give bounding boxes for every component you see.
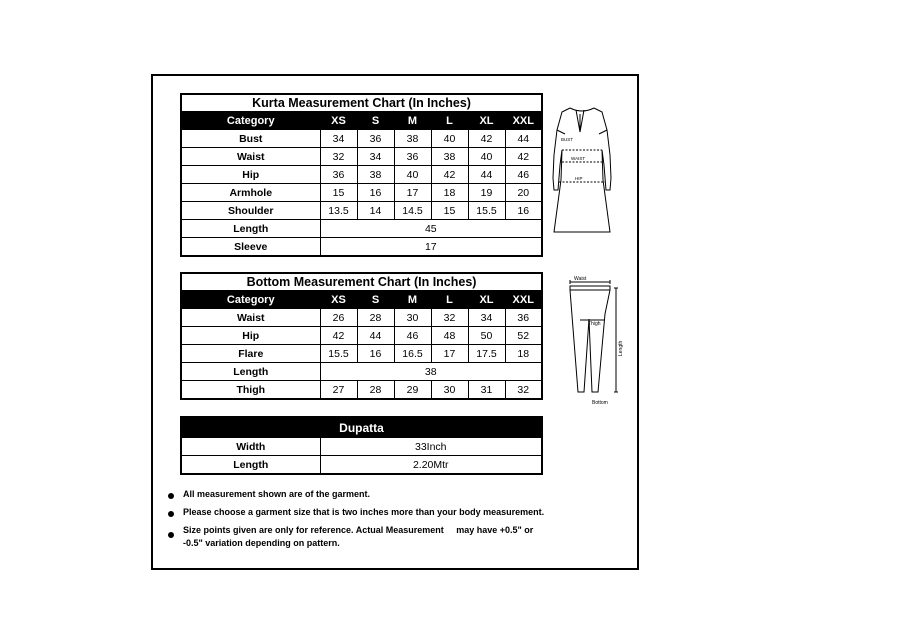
- bottom-table-title: Bottom Measurement Chart (In Inches): [181, 273, 542, 291]
- value-cell: 32: [431, 309, 468, 327]
- category-cell: Armhole: [181, 184, 320, 202]
- list-item: [168, 524, 548, 550]
- bottom-bottom-label: Bottom: [592, 400, 608, 406]
- note-text: Size points given are only for reference. Actual Measurement may have +0.5" or -0.5" variation depending on pattern.: [183, 525, 536, 548]
- bullet-icon: [168, 532, 174, 538]
- category-cell: Thigh: [181, 381, 320, 400]
- value-cell: 14.5: [394, 202, 431, 220]
- value-cell: 42: [505, 148, 542, 166]
- table-row: [181, 345, 542, 363]
- table-row: [181, 309, 542, 327]
- list-item: [168, 488, 548, 501]
- value-cell: 30: [431, 381, 468, 400]
- value-cell: 34: [468, 309, 505, 327]
- table-row: [181, 363, 542, 381]
- merged-value-cell: 45: [320, 220, 542, 238]
- value-cell: 17: [431, 345, 468, 363]
- header-cell: S: [357, 291, 394, 309]
- header-cell: L: [431, 112, 468, 130]
- header-cell: XXL: [505, 112, 542, 130]
- value-cell: 44: [505, 130, 542, 148]
- value-cell: 2.20Mtr: [320, 456, 542, 475]
- value-cell: 20: [505, 184, 542, 202]
- value-cell: 17.5: [468, 345, 505, 363]
- kurta-measurement-table: [180, 93, 543, 257]
- value-cell: 38: [357, 166, 394, 184]
- value-cell: 28: [357, 309, 394, 327]
- category-cell: Waist: [181, 309, 320, 327]
- kurta-header-row: [181, 112, 542, 130]
- header-cell: XS: [320, 112, 357, 130]
- table-row: [181, 202, 542, 220]
- kurta-table-title: Kurta Measurement Chart (In Inches): [181, 94, 542, 112]
- category-cell: Sleeve: [181, 238, 320, 257]
- bullet-icon: [168, 493, 174, 499]
- value-cell: 36: [505, 309, 542, 327]
- value-cell: 16: [357, 345, 394, 363]
- value-cell: 14: [357, 202, 394, 220]
- category-cell: Width: [181, 438, 320, 456]
- list-item: [168, 506, 548, 519]
- category-cell: Length: [181, 456, 320, 475]
- dupatta-header-row: [181, 417, 542, 438]
- bottom-length-label: Length: [618, 340, 624, 356]
- value-cell: 52: [505, 327, 542, 345]
- value-cell: 27: [320, 381, 357, 400]
- value-cell: 42: [431, 166, 468, 184]
- dupatta-table-title: Dupatta: [181, 417, 542, 438]
- header-cell: S: [357, 112, 394, 130]
- value-cell: 13.5: [320, 202, 357, 220]
- value-cell: 44: [357, 327, 394, 345]
- dupatta-measurement-table: [180, 416, 543, 475]
- kurta-illustration: [545, 100, 617, 240]
- value-cell: 36: [320, 166, 357, 184]
- merged-value-cell: 17: [320, 238, 542, 257]
- table-row: [181, 166, 542, 184]
- value-cell: 26: [320, 309, 357, 327]
- value-cell: 19: [468, 184, 505, 202]
- value-cell: 18: [505, 345, 542, 363]
- note-text: All measurement shown are of the garment.: [183, 489, 371, 499]
- value-cell: 32: [320, 148, 357, 166]
- header-cell: Category: [181, 112, 320, 130]
- value-cell: 42: [468, 130, 505, 148]
- bottom-illustration: [556, 274, 626, 409]
- value-cell: 17: [394, 184, 431, 202]
- value-cell: 36: [357, 130, 394, 148]
- value-cell: 15.5: [468, 202, 505, 220]
- value-cell: 34: [357, 148, 394, 166]
- value-cell: 16: [357, 184, 394, 202]
- header-cell: XL: [468, 291, 505, 309]
- header-cell: M: [394, 291, 431, 309]
- table-row: [181, 438, 542, 456]
- table-row: [181, 148, 542, 166]
- merged-value-cell: 38: [320, 363, 542, 381]
- table-row: [181, 184, 542, 202]
- table-row: [181, 456, 542, 475]
- notes-list: [168, 488, 548, 555]
- value-cell: 44: [468, 166, 505, 184]
- value-cell: 40: [431, 130, 468, 148]
- bottom-thigh-label: Thigh: [588, 321, 601, 327]
- bottom-header-row: [181, 291, 542, 309]
- value-cell: 15: [431, 202, 468, 220]
- value-cell: 50: [468, 327, 505, 345]
- value-cell: 16.5: [394, 345, 431, 363]
- table-row: [181, 381, 542, 400]
- value-cell: 16: [505, 202, 542, 220]
- value-cell: 29: [394, 381, 431, 400]
- category-cell: Length: [181, 220, 320, 238]
- bottom-waist-label: Waist: [574, 276, 587, 282]
- table-row: [181, 327, 542, 345]
- category-cell: Waist: [181, 148, 320, 166]
- bottom-measurement-table: [180, 272, 543, 400]
- kurta-bust-label: BUST: [561, 137, 574, 142]
- value-cell: 46: [394, 327, 431, 345]
- header-cell: L: [431, 291, 468, 309]
- table-row: [181, 220, 542, 238]
- header-cell: Category: [181, 291, 320, 309]
- header-cell: XXL: [505, 291, 542, 309]
- note-text: Please choose a garment size that is two inches more than your body measurement.: [183, 507, 545, 517]
- value-cell: 15: [320, 184, 357, 202]
- value-cell: 40: [394, 166, 431, 184]
- value-cell: 38: [394, 130, 431, 148]
- value-cell: 33Inch: [320, 438, 542, 456]
- table-row: [181, 238, 542, 257]
- value-cell: 42: [320, 327, 357, 345]
- value-cell: 48: [431, 327, 468, 345]
- value-cell: 15.5: [320, 345, 357, 363]
- value-cell: 40: [468, 148, 505, 166]
- table-row: [181, 130, 542, 148]
- value-cell: 28: [357, 381, 394, 400]
- header-cell: XS: [320, 291, 357, 309]
- category-cell: Hip: [181, 166, 320, 184]
- kurta-waist-label: WAIST: [571, 156, 586, 161]
- category-cell: Hip: [181, 327, 320, 345]
- value-cell: 30: [394, 309, 431, 327]
- header-cell: M: [394, 112, 431, 130]
- value-cell: 38: [431, 148, 468, 166]
- value-cell: 36: [394, 148, 431, 166]
- value-cell: 46: [505, 166, 542, 184]
- category-cell: Shoulder: [181, 202, 320, 220]
- value-cell: 31: [468, 381, 505, 400]
- value-cell: 18: [431, 184, 468, 202]
- value-cell: 32: [505, 381, 542, 400]
- category-cell: Length: [181, 363, 320, 381]
- kurta-hip-label: HIP: [575, 176, 583, 181]
- category-cell: Flare: [181, 345, 320, 363]
- header-cell: XL: [468, 112, 505, 130]
- bullet-icon: [168, 511, 174, 517]
- value-cell: 34: [320, 130, 357, 148]
- category-cell: Bust: [181, 130, 320, 148]
